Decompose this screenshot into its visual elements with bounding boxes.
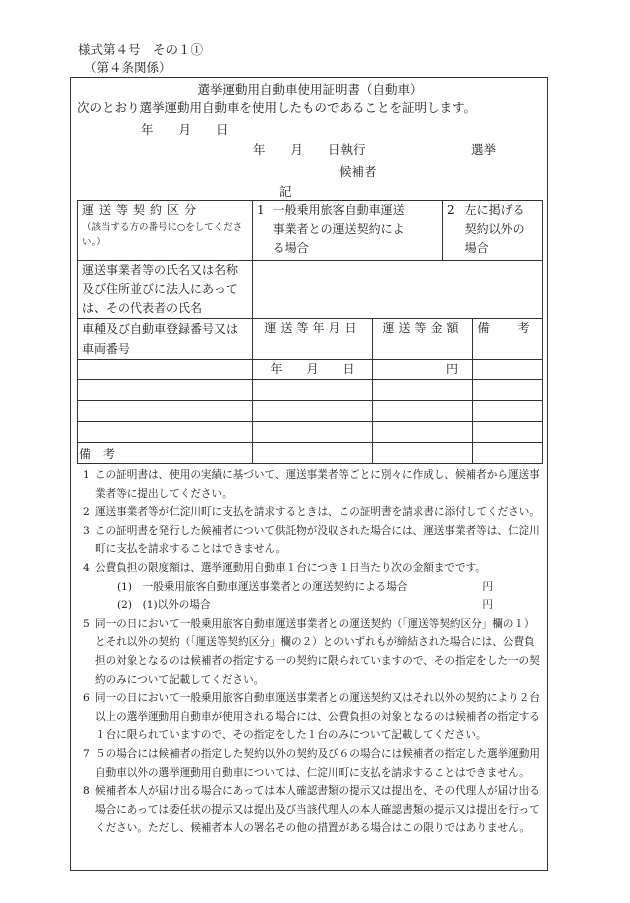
note-number: 7 bbox=[83, 747, 90, 760]
note-number: 4 bbox=[83, 561, 90, 574]
certificate-frame bbox=[70, 77, 548, 871]
table-row bbox=[78, 443, 543, 464]
note-text: 公費負担の限度額は、選挙運動用自動車１台につき１日当たり次の金額までです。 bbox=[95, 561, 486, 574]
ki-label: 記 bbox=[279, 184, 292, 199]
note-number: 2 bbox=[83, 506, 90, 519]
contract-note: （該当する方の番号に○をしてください。） bbox=[82, 222, 243, 248]
note-item bbox=[77, 503, 543, 522]
amount-cell[interactable]: 円 bbox=[373, 360, 473, 380]
form-number: 様式第４号 その１① bbox=[78, 42, 204, 57]
note4-sub-label: (1) 一般乗用旅客自動車運送事業者との運送契約による場合 bbox=[117, 580, 408, 593]
amount-cell[interactable] bbox=[373, 443, 473, 464]
table-row bbox=[78, 380, 543, 401]
vehicle-cell[interactable] bbox=[78, 360, 253, 380]
note-number: 8 bbox=[83, 785, 90, 798]
note-text: 運送事業者等が仁淀川町に支払を請求するときは、この証明書を請求書に添付してください。 bbox=[95, 506, 540, 519]
notes-list bbox=[77, 466, 543, 838]
vehicle-cell[interactable] bbox=[78, 380, 253, 401]
date-cell[interactable]: 年 月 日 bbox=[253, 360, 373, 380]
remarks-cell[interactable] bbox=[473, 360, 543, 380]
election-exec-date: 年 月 日執行 bbox=[253, 142, 366, 157]
contract-row bbox=[78, 201, 543, 261]
note-item bbox=[77, 466, 543, 503]
note-text: 候補者本人が届け出る場合にあっては本人確認書類の提示又は提出を、その代理人が届け出る場合にあっては委任状の提示又は提出及び当該代理人の本人確認書類の提示又は提出を行ってください。ただし、候補者本人の署名その他の措置がある場合はこの限りではありません。 bbox=[95, 785, 540, 835]
note4-sub-yen: 円 bbox=[482, 580, 493, 593]
remarks-cell[interactable] bbox=[473, 401, 543, 422]
operator-value[interactable] bbox=[253, 261, 543, 319]
note-number: 3 bbox=[83, 524, 90, 537]
table-row bbox=[78, 422, 543, 443]
intro-text: 次のとおり選挙運動用自動車を使用したものであることを証明します。 bbox=[77, 100, 477, 115]
related-article: （第４条関係） bbox=[84, 60, 172, 75]
table-row bbox=[78, 360, 543, 380]
option2-number: 2 bbox=[447, 203, 455, 217]
usage-table bbox=[77, 200, 543, 464]
note-item bbox=[77, 522, 543, 559]
remarks-cell[interactable] bbox=[473, 422, 543, 443]
option2-text: 左に掲げる契約以外の場合 bbox=[464, 203, 525, 255]
option1-text: 一般乗用旅客自動車運送事業者との運送契約による場合 bbox=[272, 203, 405, 255]
note-text: この証明書は、使用の実績に基づいて、運送事業者等ごとに別々に作成し、候補者から運送事業者等に提出してください。 bbox=[95, 469, 540, 500]
remarks-header: 備 考 bbox=[473, 319, 543, 360]
note4-sub-item bbox=[77, 578, 543, 597]
issue-date: 年 月 日 bbox=[141, 122, 229, 137]
option1-number: 1 bbox=[257, 203, 265, 217]
vehicle-cell[interactable] bbox=[78, 401, 253, 422]
remarks-cell[interactable] bbox=[473, 443, 543, 464]
note-text: 同一の日において一般乗用旅客自動車運送事業者との運送契約（「運送等契約区分」欄の１）とそれ以外の契約（「運送等契約区分」欄の２）とのいずれもが締結された場合には、公費負担の対象となるのは候補者の指定する一の契約に限られていますので、その指定をした一の契約のみについて記載してください。 bbox=[95, 617, 540, 686]
note-number: 6 bbox=[83, 692, 90, 705]
option2-cell[interactable] bbox=[443, 201, 543, 261]
notes-title: 備 考 bbox=[79, 447, 116, 461]
amount-cell[interactable] bbox=[373, 422, 473, 443]
amount-cell[interactable] bbox=[373, 380, 473, 401]
note-text: ５の場合には候補者の指定した契約以外の契約及び６の場合には候補者の指定した選挙運動用自動車以外の選挙運動用自動車については、仁淀川町に支払を請求することはできません。 bbox=[95, 747, 540, 779]
note-text: この証明書を発行した候補者について供託物が没収された場合には、運送事業者等は、仁淀川町に支払を請求することはできません。 bbox=[95, 524, 540, 556]
election-label: 選挙 bbox=[471, 142, 497, 157]
vehicle-cell[interactable] bbox=[78, 422, 253, 443]
contract-label: 運送等契約区分 bbox=[82, 203, 202, 217]
note-number: 5 bbox=[83, 617, 90, 630]
note-item bbox=[77, 689, 543, 745]
note-text: 同一の日において一般乗用旅客自動車運送事業者との運送契約又はそれ以外の契約により２台以上の選挙運動用自動車が使用される場合には、公費負担の対象となるのは候補者の指定する１台に限られていますので、その指定をした１台のみについて記載してください。 bbox=[95, 692, 540, 742]
date-cell[interactable] bbox=[253, 422, 373, 443]
note-item bbox=[77, 559, 543, 578]
date-cell[interactable] bbox=[253, 443, 373, 464]
document-title: 選挙運動用自動車使用証明書（自動車） bbox=[197, 82, 423, 97]
date-header: 運送等年月日 bbox=[253, 319, 373, 360]
note-number: 1 bbox=[83, 469, 90, 481]
note-item bbox=[77, 615, 543, 689]
date-cell[interactable] bbox=[253, 380, 373, 401]
date-cell[interactable] bbox=[253, 401, 373, 422]
amount-cell[interactable] bbox=[373, 401, 473, 422]
option1-cell[interactable] bbox=[253, 201, 443, 261]
operator-label: 運送事業者等の氏名又は名称及び住所並びに法人にあっては、その代表者の氏名 bbox=[78, 261, 253, 319]
note4-sub-yen: 円 bbox=[482, 599, 493, 612]
note4-sub-item bbox=[77, 596, 543, 615]
amount-header: 運送等金額 bbox=[373, 319, 473, 360]
vehicle-label: 車種及び自動車登録番号又は車両番号 bbox=[78, 319, 253, 360]
header-row bbox=[78, 319, 543, 360]
table-row bbox=[78, 401, 543, 422]
contract-label-cell bbox=[78, 201, 253, 261]
remarks-cell[interactable] bbox=[473, 380, 543, 401]
note-item bbox=[77, 782, 543, 838]
note4-sub-label: (2) (1)以外の場合 bbox=[117, 599, 211, 612]
note-item bbox=[77, 745, 543, 782]
operator-row bbox=[78, 261, 543, 319]
candidate-label: 候補者 bbox=[339, 164, 377, 179]
